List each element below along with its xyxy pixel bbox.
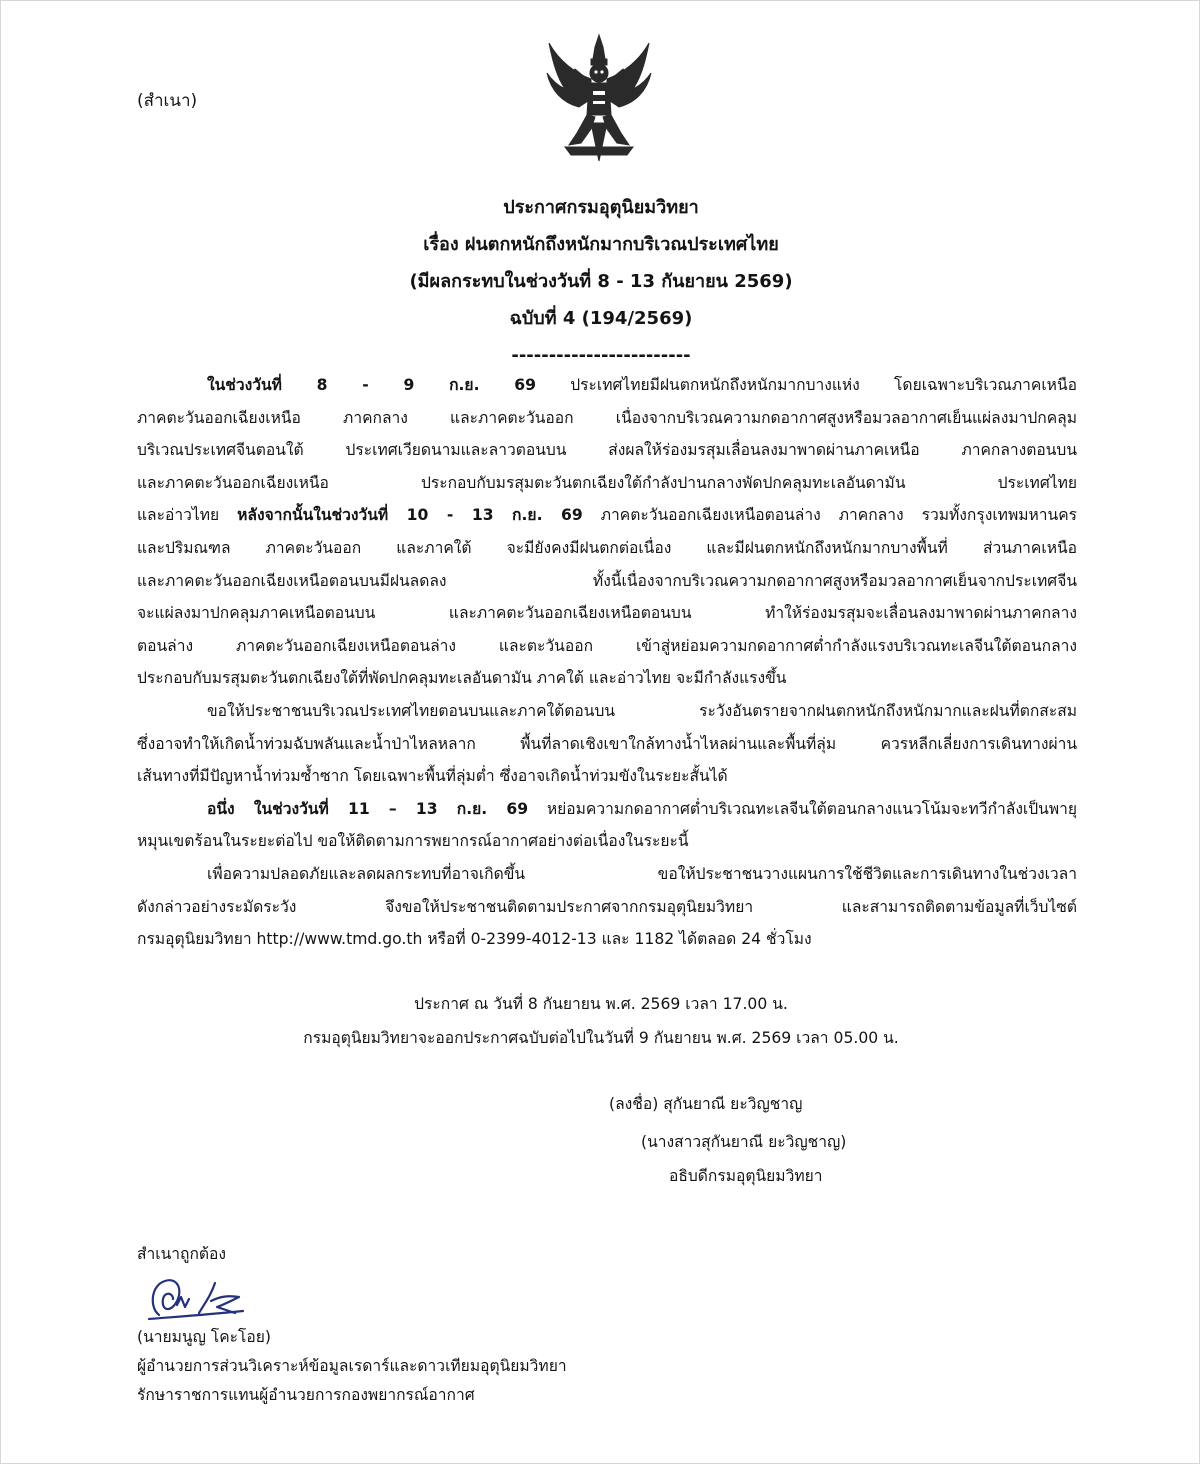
paragraph-1-line [137,369,1077,402]
paragraph-1-line: ตอนล่าง ภาคตะวันออกเฉียงเหนือตอนล่าง และตะวันออก เข้าสู่หย่อมความกดอากาศต่ำกำลังแรงบริเวณทะเลจีนใต้ตอนกลาง [137,636,1077,655]
announcement-dateline [1,987,1200,1055]
paragraph-4-line: กรมอุตุนิยมวิทยา http://www.tmd.go.th หรือที่ 0-2399-4012-13 และ 1182 ได้ตลอด 24 ชั่วโมง [137,930,812,949]
certified-copy-label: สำเนาถูกต้อง [137,1245,227,1263]
announcement-period: (มีผลกระทบในช่วงวันที่ 8 - 13 กันยายน 2569) [409,271,793,292]
next-issue-notice: กรมอุตุนิยมวิทยาจะออกประกาศฉบับต่อไปในวันที่ 9 กันยายน พ.ศ. 2569 เวลา 05.00 น. [303,1029,899,1047]
paragraph-3-lead: อนึ่ง ในช่วงวันที่ 11 – 13 ก.ย. 69 [207,799,529,818]
paragraph-1-text: ภาคตะวันออกเฉียงเหนือตอนล่าง ภาคกลาง รวมทั้งกรุงเทพมหานคร [582,506,1077,525]
paragraph-1-text: และอ่าวไทย [137,506,238,525]
copy-mark: (สำเนา) [137,91,198,111]
signatory-position: อธิบดีกรมอุตุนิยมวิทยา [669,1167,823,1185]
paragraph-2-line: เส้นทางที่มีปัญหาน้ำท่วมซ้ำซาก โดยเฉพาะพื้นที่ลุ่มต่ำ ซึ่งอาจเกิดน้ำท่วมขังในระยะสั้นได้ [137,767,728,786]
paragraph-1-line: ภาคตะวันออกเฉียงเหนือ ภาคกลาง และภาคตะวันออก เนื่องจากบริเวณความกดอากาศสูงหรือมวลอากาศเย็นแผ่ลงมาปกคลุม [137,408,1077,427]
announced-date: ประกาศ ณ วันที่ 8 กันยายน พ.ศ. 2569 เวลา 17.00 น. [414,995,788,1013]
announcement-heading [1,189,1200,374]
paragraph-3-line [137,793,1077,826]
announcement-body [137,369,1077,956]
paragraph-3-line: หมุนเขตร้อนในระยะต่อไป ขอให้ติดตามการพยากรณ์อากาศอย่างต่อเนื่องในระยะนี้ [137,832,689,851]
paragraph-4-line: เพื่อความปลอดภัยและลดผลกระทบที่อาจเกิดขึ้น ขอให้ประชาชนวางแผนการใช้ชีวิตและการเดินทางในช่วงเวลา [207,864,1077,883]
paragraph-1-line [137,499,1077,532]
garuda-emblem-icon [541,33,657,165]
paragraph-1-line: และปริมณฑล ภาคตะวันออก และภาคใต้ จะมียังคงมีฝนตกต่อเนื่อง และมีฝนตกหนักถึงหนักมากบางพื้นที่ ส่วนภาคเหนือ [137,538,1077,557]
signatory-name: (นางสาวสุกันยาณี ยะวิญชาญ) [641,1133,847,1151]
paragraph-1-line: และภาคตะวันออกเฉียงเหนือ ประกอบกับมรสุมตะวันตกเฉียงใต้กำลังปานกลางพัดปกคลุมทะเลอันดามัน ประเทศไทย [137,473,1077,492]
official-name: (นายมนูญ โคะโอย) [137,1328,271,1346]
paragraph-4-line: ดังกล่าวอย่างระมัดระวัง จึงขอให้ประชาชนติดตามประกาศจากกรมอุตุนิยมวิทยา และสามารถติดตามข้อมูลที่เว็บไซต์ [137,897,1077,916]
signed-line: (ลงชื่อ) สุกันยาณี ยะวิญชาญ [609,1095,803,1113]
announcement-issue-number: ฉบับที่ 4 (194/2569) [509,308,693,329]
paragraph-3-text: หย่อมความกดอากาศต่ำบริเวณทะเลจีนใต้ตอนกลางแนวโน้มจะทวีกำลังเป็นพายุ [528,799,1077,818]
paragraph-1-line: ประกอบกับมรสุมตะวันตกเฉียงใต้ที่พัดปกคลุมทะเลอันดามัน ภาคใต้ และอ่าวไทย จะมีกำลังแรงขึ้น [137,669,787,688]
paragraph-1-line: บริเวณประเทศจีนตอนใต้ ประเทศเวียดนามและลาวตอนบน ส่งผลให้ร่องมรสุมเลื่อนลงมาพาดผ่านภาคเหนือ ภาคกลางตอนบน [137,441,1077,460]
handwritten-signature [143,1267,253,1327]
official-acting-position: รักษาราชการแทนผู้อำนวยการกองพยากรณ์อากาศ [137,1386,475,1404]
paragraph-1-lead: ในช่วงวันที่ 8 - 9 ก.ย. 69 [207,376,536,394]
announcement-subject: เรื่อง ฝนตกหนักถึงหนักมากบริเวณประเทศไทย [423,234,779,255]
heading-divider: ------------------------ [511,345,691,366]
paragraph-2-line: ซึ่งอาจทำให้เกิดน้ำท่วมฉับพลันและน้ำป่าไหลหลาก พื้นที่ลาดเชิงเขาใกล้ทางน้ำไหลผ่านและพื้นที่ลุ่ม ควรหลีกเลี่ยงการเดินทางผ่าน [137,734,1077,753]
paragraph-1-emphasis: หลังจากนั้นในช่วงวันที่ 10 - 13 ก.ย. 69 [237,506,583,525]
certifying-official [137,1323,567,1410]
paragraph-1-line: และภาคตะวันออกเฉียงเหนือตอนบนมีฝนลดลง ทั้งนี้เนื่องจากบริเวณความกดอากาศสูงหรือมวลอากาศเย็นจากประเทศจีน [137,571,1077,590]
official-position: ผู้อำนวยการส่วนวิเคราะห์ข้อมูลเรดาร์และดาวเทียมอุตุนิยมวิทยา [137,1357,567,1375]
paragraph-1-line: จะแผ่ลงมาปกคลุมภาคเหนือตอนบน และภาคตะวันออกเฉียงเหนือตอนบน ทำให้ร่องมรสุมจะเลื่อนลงมาพาดผ่านภาคกลาง [137,604,1077,623]
paragraph-2-line: ขอให้ประชาชนบริเวณประเทศไทยตอนบนและภาคใต้ตอนบน ระวังอันตรายจากฝนตกหนักถึงหนักมากและฝนที่ตกสะสม [207,701,1077,720]
announcement-title: ประกาศกรมอุตุนิยมวิทยา [503,197,699,218]
paragraph-1-text: ประเทศไทยมีฝนตกหนักถึงหนักมากบางแห่ง โดยเฉพาะบริเวณภาคเหนือ [535,376,1077,394]
